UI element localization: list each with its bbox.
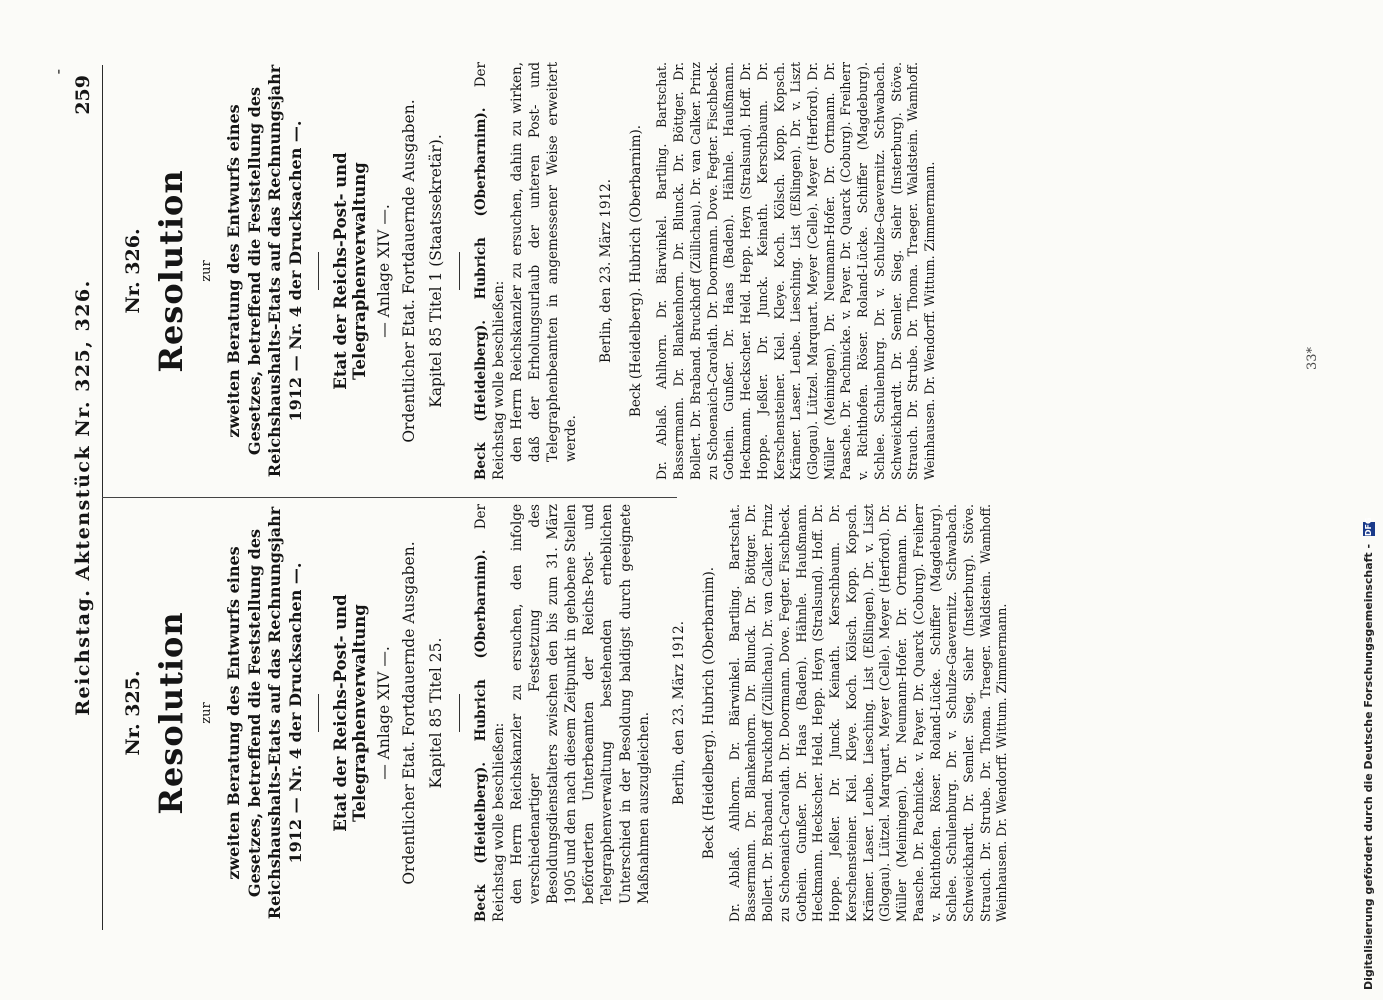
dfg-logo: DFG bbox=[1364, 517, 1373, 537]
sheet-signature: 33* bbox=[1305, 346, 1320, 370]
digitization-note bbox=[1362, 0, 1375, 990]
resolution-326 bbox=[108, 62, 939, 480]
signers-line: Beck (Heidelberg). Hubrich (Oberbarnim). bbox=[628, 124, 645, 418]
section-heading: Etat der Reichs-Post- und Telegraphenverwaltung bbox=[331, 152, 370, 390]
separator-rule bbox=[459, 252, 460, 290]
etat-line-2: Kapitel 85 Titel 25. bbox=[426, 637, 445, 789]
anlage-label: — Anlage XIV —. bbox=[375, 646, 394, 780]
document-number: Nr. 326. bbox=[122, 228, 144, 314]
motion-proposers: Beck (Heidelberg). Hubrich (Oberbarnim). bbox=[472, 549, 489, 922]
digitization-text: Digitalisierung gefördert durch die Deutsche Forschungsgemeinschaft - bbox=[1362, 543, 1375, 990]
date-line: Berlin, den 23. März 1912. bbox=[598, 178, 615, 364]
document-number: Nr. 325. bbox=[122, 670, 144, 756]
motion-formula: Der Reichstag wolle beschließen: bbox=[472, 504, 507, 922]
header-mark: - bbox=[48, 69, 67, 75]
resolution-325 bbox=[108, 504, 1011, 922]
intro-text: zweiten Beratung des Entwurfs eines Gesetzes, betreffend die Feststellung des Reichshaushalts-Etats auf das Rechnungsjahr 1912 — Nr. 4 der Drucksachen —. bbox=[224, 64, 305, 478]
motion-proposers: Beck (Heidelberg). Hubrich (Oberbarnim). bbox=[472, 107, 489, 480]
signers-line: Beck (Heidelberg). Hubrich (Oberbarnim). bbox=[700, 566, 717, 860]
motion-body bbox=[472, 504, 653, 922]
etat-line-1: Ordentlicher Etat. Fortdauernde Ausgaben. bbox=[400, 541, 419, 885]
separator-rule bbox=[318, 694, 319, 732]
intro-text: zweiten Beratung des Entwurfs eines Gesetzes, betreffend die Feststellung des Reichshaushalts-Etats auf das Rechnungsjahr 1912 — Nr. 4 der Drucksachen —. bbox=[224, 506, 305, 920]
document-title: Resolution bbox=[152, 169, 190, 373]
page-number: 259 bbox=[72, 75, 94, 115]
document-title: Resolution bbox=[152, 611, 190, 815]
zur-label: zur bbox=[199, 260, 215, 282]
motion-body bbox=[472, 62, 580, 480]
etat-line-2: Kapitel 85 Titel 1 (Staatssekretär). bbox=[426, 134, 445, 408]
separator-rule bbox=[318, 252, 319, 290]
supporters-list: Dr. Ablaß. Ahlhorn. Dr. Bärwinkel. Bartling. Bartschat. Bassermann. Dr. Blankenhorn. Dr. Blunck. Dr. Böttger. Dr. Bollert. Dr. Braband. Bruckhoff (Züllichau). Dr. van Calker. Prinz zu Schoenaich-Carolath. Dr. Doormann. Dove. Fegter. Fischbeck. Gothein. Gunßer. Dr. Haas (Baden). Hähnle. Haußmann. Heckmann. Heckscher. Held. Hepp. Heyn (Stralsund). Hoff. Dr. Hoppe. Jeßler. Dr. Junck. Keinath. Kerschbaum. Dr. Kerschensteiner. Kiel. Kleye. Koch. Kölsch. Kopp. Kopsch. Krämer. Laser. Leube. Liesching. List (Eßlingen). Dr. v. Liszt (Glogau). Lützel. Marquart. Meyer (Celle). Meyer (Herford). Dr. Müller (Meiningen). Dr. Neumann-Hofer. Dr. Ortmann. Dr. Paasche. Dr. Pachnicke. v. Payer. Dr. Quarck (Coburg). Freiherr v. Richthofen. Röser. Roland-Lücke. Schiffer (Magdeburg). Schlee. Schulenburg. Dr. v. Schulze-Gaevernitz. Schwabach. Schweickhardt. Dr. Semler. Sieg. Siehr (Insterburg). Stöve. Strauch. Dr. Strube. Dr. Thoma. Traeger. Waldstein. Wamhoff. Weinhausen. Dr. Wendorff. Wittum. Zimmermann. bbox=[726, 504, 1010, 922]
section-heading: Etat der Reichs-Post- und Telegraphenverwaltung bbox=[331, 594, 370, 832]
zur-label: zur bbox=[199, 702, 215, 724]
anlage-label: — Anlage XIV —. bbox=[375, 204, 394, 338]
etat-line-1: Ordentlicher Etat. Fortdauernde Ausgaben. bbox=[400, 99, 419, 443]
motion-text: den Herrn Reichskanzler zu ersuchen, dahin zu wirken, daß der Erholungsurlaub der unteren Post- und Telegraphenbeamten in angemessener Weise erweitert werde. bbox=[509, 62, 580, 462]
column-divider bbox=[102, 497, 677, 498]
header-title: Reichstag. Aktenstück Nr. 325, 326. bbox=[72, 279, 94, 716]
running-header bbox=[48, 65, 103, 930]
motion-formula: Der Reichstag wolle beschließen: bbox=[472, 62, 507, 480]
separator-rule bbox=[459, 694, 460, 732]
motion-text: den Herrn Reichskanzler zu ersuchen, den infolge verschiedenartiger Festsetzung des Besoldungsdienstalters zwischen den bis zum 31. März 1905 und den nach diesem Zeitpunkt in gehobene Stellen beförderten Unterbeamten der Reichs-Post- und Telegraphenverwaltung bestehenden erheblichen Unterschied in der Besoldung baldigst durch geeignete Maßnahmen auszugleichen. bbox=[509, 504, 652, 904]
date-line: Berlin, den 23. März 1912. bbox=[670, 620, 687, 806]
supporters-list: Dr. Ablaß. Ahlhorn. Dr. Bärwinkel. Bartling. Bartschat. Bassermann. Dr. Blankenhorn. Dr. Blunck. Dr. Böttger. Dr. Bollert. Dr. Braband. Bruckhoff (Züllichau). Dr. van Calker. Prinz zu Schoenaich-Carolath. Dr. Doormann. Dove. Fegter. Fischbeck. Gothein. Gunßer. Dr. Haas (Baden). Hähnle. Haußmann. Heckmann. Heckscher. Held. Hepp. Heyn (Stralsund). Hoff. Dr. Hoppe. Jeßler. Dr. Junck. Keinath. Kerschbaum. Dr. Kerschensteiner. Kiel. Kleye. Koch. Kölsch. Kopp. Kopsch. Krämer. Laser. Leube. Liesching. List (Eßlingen). Dr. v. Liszt (Glogau). Lützel. Marquart. Meyer (Celle). Meyer (Herford). Dr. Müller (Meiningen). Dr. Neumann-Hofer. Dr. Ortmann. Dr. Paasche. Dr. Pachnicke. v. Payer. Dr. Quarck (Coburg). Freiherr v. Richthofen. Röser. Roland-Lücke. Schiffer (Magdeburg). Schlee. Schulenburg. Dr. v. Schulze-Gaevernitz. Schwabach. Schweickhardt. Dr. Semler. Sieg. Siehr (Insterburg). Stöve. Strauch. Dr. Strube. Dr. Thoma. Traeger. Waldstein. Wamhoff. Weinhausen. Dr. Wendorff. Wittum. Zimmermann. bbox=[654, 62, 938, 480]
